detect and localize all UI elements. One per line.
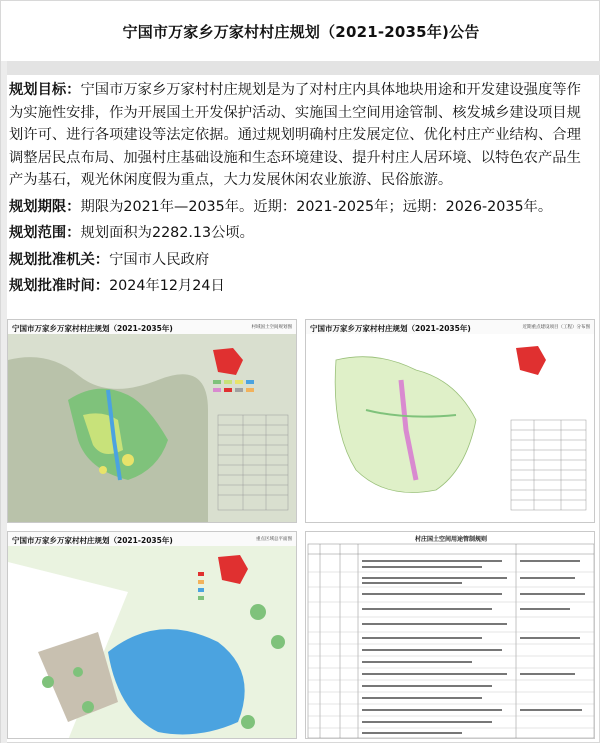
page-title: 宁国市万家乡万家村村庄规划（2021-2035年)公告	[122, 22, 480, 41]
map2-subtitle: 近期重点建设项目（工程）分布图	[522, 325, 590, 330]
scope-paragraph	[9, 222, 593, 245]
map3-title: 宁国市万家乡万家村村庄规划（2021-2035年)	[12, 536, 173, 545]
goal-text: 宁国市万家乡万家村村庄规划是为了对村庄内具体地块用途和开发建设强度等作为实施性安排，作为开展国土开发保护活动、实施国土空间用途管制、核发城乡建设项目规划许可、进行各项建设等法定依据。通过规划明确村庄发展定位、优化村庄产业结构、合理调整居民点布局、加强村庄基础设施和生态环境建设、提升村庄人居环境、以特色农产品生产为基石，观光休闲度假为重点，大力发展休闲农业旅游、民俗旅游。	[9, 82, 581, 188]
table-title: 村庄国土空间用途管制规则	[414, 536, 487, 543]
key-area-masterplan-graphic	[8, 532, 297, 739]
land-use-rules-table	[305, 531, 595, 739]
period-label: 规划期限：	[9, 198, 81, 215]
authority-text: 宁国市人民政府	[109, 251, 210, 268]
period-text: 期限为2021年—2035年。近期：2021-2025年；远期：2026-2035年。	[80, 198, 553, 215]
land-use-plan-map[interactable]	[7, 319, 297, 523]
approval-time-label: 规划批准时间：	[9, 278, 110, 294]
goal-label: 规划目标：	[9, 82, 81, 98]
land-use-plan-graphic	[8, 320, 297, 523]
goal-paragraph	[9, 79, 593, 192]
key-area-masterplan-map[interactable]	[7, 531, 297, 739]
title-bar	[1, 1, 600, 61]
divider-band	[1, 61, 600, 75]
map2-title: 宁国市万家乡万家村村庄规划（2021-2035年)	[310, 324, 471, 333]
authority-paragraph	[9, 249, 593, 272]
authority-label: 规划批准机关：	[9, 251, 110, 268]
scope-label: 规划范围：	[9, 225, 81, 241]
near-term-projects-map[interactable]	[305, 319, 595, 523]
approval-time-paragraph	[9, 275, 593, 298]
map3-subtitle: 重点区域总平面图	[256, 537, 292, 542]
rules-table-grid	[306, 532, 595, 739]
announcement-body	[9, 79, 593, 302]
period-paragraph	[9, 196, 593, 219]
map1-title: 宁国市万家乡万家村村庄规划（2021-2035年)	[12, 324, 173, 333]
map1-subtitle: 村域国土空间规划图	[251, 325, 292, 330]
near-term-projects-graphic	[306, 320, 595, 523]
approval-time-text: 2024年12月24日	[109, 278, 225, 294]
scope-text: 规划面积为2282.13公顷。	[80, 225, 254, 241]
